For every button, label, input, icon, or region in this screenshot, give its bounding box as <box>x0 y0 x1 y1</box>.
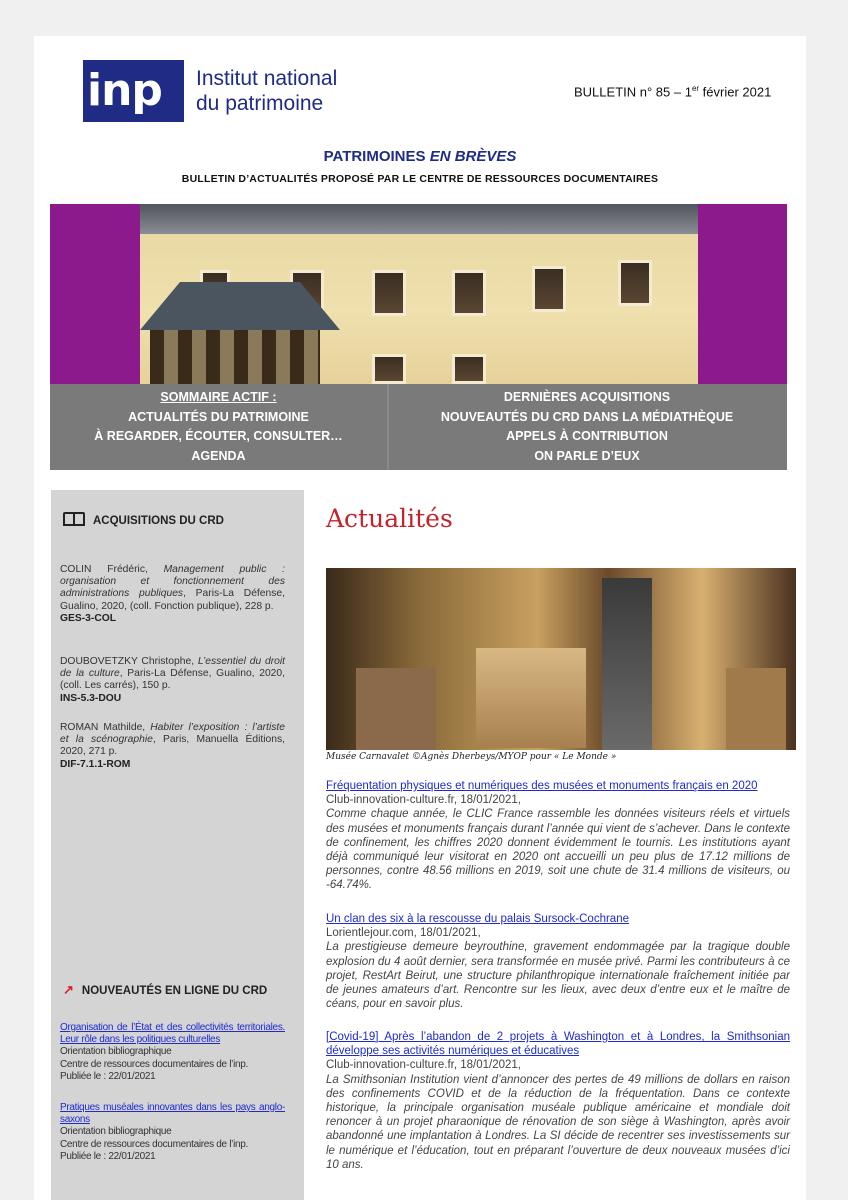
institution-name <box>196 66 337 116</box>
acquisition-author: DOUBOVETZKY Christophe, <box>60 656 198 667</box>
online-heading-label: NOUVEAUTÉS EN LIGNE DU CRD <box>81 985 268 997</box>
window-shape <box>452 270 486 316</box>
summary-menu-right <box>387 388 787 466</box>
acquisitions-heading-label: ACQUISITIONS DU CRD <box>93 515 224 527</box>
article-source: Club-innovation-culture.fr, 18/01/2021, <box>326 1059 521 1072</box>
acquisition-code: DIF-7.1.1-ROM <box>60 758 131 770</box>
online-item-link[interactable]: Organisation de l’État et des collectivités territoriales. Leur rôle dans les politiques culturelles <box>60 1022 285 1046</box>
window-shape <box>532 266 566 312</box>
online-item-type: Orientation bibliographique <box>60 1126 172 1138</box>
online-heading <box>63 982 267 998</box>
bulletin-prefix: BULLETIN n° 85 – 1 <box>574 84 692 100</box>
menu-item-appels[interactable]: APPELS À CONTRIBUTION <box>506 429 668 443</box>
acquisition-title: L’essentiel du droit de la culture <box>60 656 285 680</box>
acquisition-details: , Paris-La Défense, Gualino, 2020, (coll. Fonction publique), 228 p. <box>60 588 285 612</box>
acquisition-item <box>60 656 285 705</box>
article-summary: La Smithsonian Institution vient d’annoncer des pertes de 49 millions de dollars en raison des confinements COVID et de la réduction de la fréquentation. Dans ce contexte historique, la principale organisation muséale publique américaine et mondiale doit renoncer à un projet pharaonique de rénovation de son siège à Washington, après avoir abandonné une implantation à Londres. La SI décide de recentrer ses investissements sur le numérique et l’éducation, tout en préparant l’ouverture de deux nouveaux musées d’ici 10 ans. <box>326 1073 790 1171</box>
acquisition-author: COLIN Frédéric, <box>60 564 164 575</box>
menu-item-actualites[interactable]: ACTUALITÉS DU PATRIMOINE <box>128 409 309 424</box>
window-shape <box>372 270 406 316</box>
acquisition-code: GES-3-COL <box>60 612 117 624</box>
sidebar <box>51 490 304 1200</box>
kiosk-roof-shape <box>140 282 340 330</box>
arrow-icon: ↗ <box>63 982 74 997</box>
title-italic: EN BRÈVES <box>429 148 517 165</box>
online-item-type: Orientation bibliographique <box>60 1046 172 1058</box>
crate-shape <box>726 668 786 750</box>
bulletin-subtitle: BULLETIN D’ACTUALITÉS PROPOSÉ PAR LE CENTRE DE RESSOURCES DOCUMENTAIRES <box>181 173 659 185</box>
article <box>326 1030 790 1172</box>
article-link[interactable]: Fréquentation physiques et numériques des musées et monuments français en 2020 <box>326 780 758 792</box>
window-shape <box>452 354 486 384</box>
crate-shape <box>356 668 436 750</box>
acquisition-title: Management public : organisation et fonctionnement des administrations publiques <box>60 564 285 600</box>
inp-logo: inp <box>83 60 184 122</box>
acquisition-details: , Paris-La Défense, Gualino, 2020, (coll. Les carrés), 150 p. <box>60 668 285 692</box>
online-item-org: Centre de ressources documentaires de l’inp. <box>60 1138 249 1150</box>
article <box>326 779 790 893</box>
menu-item-regarder[interactable]: À REGARDER, ÉCOUTER, CONSULTER… <box>94 429 343 443</box>
online-item <box>60 1102 285 1163</box>
menu-item-on-parle[interactable]: ON PARLE D’EUX <box>534 448 640 463</box>
bulletin-number <box>574 84 771 99</box>
window-shape <box>372 354 406 384</box>
online-item-org: Centre de ressources documentaires de l’inp. <box>60 1058 249 1070</box>
acquisition-item <box>60 564 285 625</box>
article-link[interactable]: Un clan des six à la rescousse du palais Sursock-Cochrane <box>326 913 629 925</box>
kiosk-body-shape <box>150 330 320 384</box>
article-source: Club-innovation-culture.fr, 18/01/2021, <box>326 794 521 807</box>
online-item-date: Publiée le : 22/01/2021 <box>60 1070 156 1082</box>
institution-name-line2: du patrimoine <box>196 92 324 115</box>
article-summary: Comme chaque année, le CLIC France rassemble les données visiteurs réels et virtuels des musées et monuments français durant l’année qui vient de s’achever. Dans le contexte de confinement, les chiffres 2020 donnent évidemment le tournis. Les institutions ayant déjà communiqué leur visitorat en 2020 ont accueilli un peu plus de 17.12 millions de personnes, contre 48.56 millions en 2019, soit une chute de 31.4 millions de visiteurs, ou -64.74%. <box>326 808 790 892</box>
photo-caption: Musée Carnavalet ©Agnès Dherbeys/MYOP pour « Le Monde » <box>326 752 617 762</box>
online-item-link[interactable]: Pratiques muséales innovantes dans les pays anglo-saxons <box>60 1102 285 1126</box>
menu-item-acquisitions[interactable]: DERNIÈRES ACQUISITIONS <box>503 390 671 404</box>
bulletin-title <box>34 148 806 165</box>
online-item <box>60 1022 285 1083</box>
acquisition-details: , Paris, Manuella Éditions, 2020, 271 p. <box>60 734 285 758</box>
bulletin-sup: er <box>691 84 700 93</box>
institution-name-line1: Institut national <box>196 67 338 90</box>
museum-photo <box>326 568 796 750</box>
article-source: Lorientlejour.com, 18/01/2021, <box>326 927 481 940</box>
crate-shape <box>476 648 586 748</box>
pillar-shape <box>602 578 652 750</box>
menu-item-nouveautes[interactable]: NOUVEAUTÉS DU CRD DANS LA MÉDIATHÈQUE <box>440 409 734 424</box>
article-summary: La prestigieuse demeure beyrouthine, gravement endommagée par la tragique double explosion du 4 août dernier, sera transformée en musée privé. Parmi les contributeurs à ce projet, RestArt Beirut, une structure philanthropique internationale fraîchement initiée par de jeunes amateurs d’art. Rencontre sur les lieux, avec deux d’entre eux et le maître de céans, pour en savoir plus. <box>326 941 790 1011</box>
section-heading: Actualités <box>326 504 453 533</box>
acquisitions-heading <box>63 512 224 527</box>
acquisition-code: INS-5.3-DOU <box>60 692 122 704</box>
menu-item-agenda[interactable]: AGENDA <box>191 448 246 463</box>
online-item-date: Publiée le : 22/01/2021 <box>60 1150 156 1162</box>
bulletin-suffix: février 2021 <box>699 84 772 100</box>
window-shape <box>618 260 652 306</box>
summary-menu-left <box>50 388 387 466</box>
banner-photo <box>140 204 698 384</box>
article-link[interactable]: [Covid-19] Après l’abandon de 2 projets à Washington et à Londres, la Smithsonian développe ses activités numériques et éducatives <box>326 1031 790 1058</box>
bulletin-page <box>34 36 806 1200</box>
book-icon <box>63 512 85 526</box>
acquisition-title: Habiter l’exposition : l’artiste et la scénographie <box>60 722 285 746</box>
menu-item-sommaire[interactable]: SOMMAIRE ACTIF : <box>160 390 277 404</box>
acquisition-author: ROMAN Mathilde, <box>60 722 151 733</box>
article <box>326 912 790 1011</box>
title-main: PATRIMOINES <box>323 148 430 165</box>
roof-shape <box>140 204 698 234</box>
acquisition-item <box>60 722 285 771</box>
